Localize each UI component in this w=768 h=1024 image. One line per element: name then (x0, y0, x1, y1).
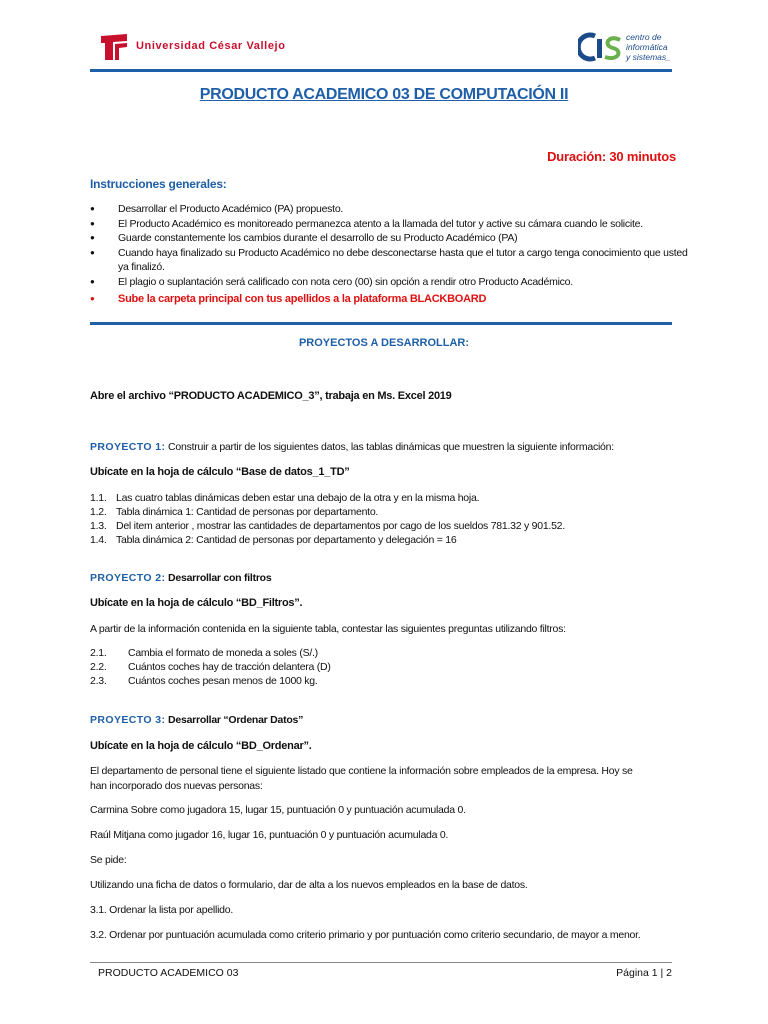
list-number: 1.2. (90, 506, 107, 518)
cis-line-1: centro de (626, 32, 662, 42)
instruction-item: ● El plagio o suplantación será calificado con nota cero (00) sin opción a rendir otro Producto Académico. (90, 275, 690, 290)
list-text: Cambia el formato de moneda a soles (S/.) (128, 647, 318, 659)
document-title: PRODUCTO ACADEMICO 03 DE COMPUTACIÓN II (199, 86, 569, 103)
instruction-item: ● El Producto Académico es monitoreado permanezca atento a la llamada del tutor y active su cámara cuando le solicite. (90, 217, 690, 232)
list-text: Tabla dinámica 2: Cantidad de personas por departamento y delegación = 16 (116, 534, 457, 546)
project-2-label: PROYECTO 2: (90, 572, 166, 584)
list-number: 2.1. (90, 647, 107, 659)
list-text: Del item anterior , mostrar las cantidades de departamentos por cago de los sueldos 781.32 y 901.52. (116, 520, 565, 532)
project-1-sheet: Ubícate en la hoja de cálculo “Base de datos_1_TD” (90, 466, 350, 478)
instruction-item: ● Desarrollar el Producto Académico (PA) propuesto. (90, 202, 690, 217)
instruction-highlight: ● Sube la carpeta principal con tus apellidos a la plataforma BLACKBOARD (90, 292, 690, 307)
header-divider (90, 69, 672, 72)
page-header (90, 26, 682, 74)
project-3-paragraph: 3.1. Ordenar la lista por apellido. (90, 904, 234, 916)
project-1-heading (90, 441, 614, 453)
instruction-item: ● Guarde constantemente los cambios durante el desarrollo de su Producto Académico (PA) (90, 231, 690, 246)
project-3-paragraph: Raúl Mitjana como jugador 16, lugar 16, puntuación 0 y puntuación acumulada 0. (90, 829, 449, 841)
cis-logo (578, 30, 682, 64)
project-3-text: Desarrollar “Ordenar Datos” (165, 714, 304, 726)
project-2-text: Desarrollar con filtros (165, 572, 272, 584)
project-3-heading (90, 714, 303, 726)
instruction-item: ● Cuando haya finalizado su Producto Académico no debe desconectarse hasta que el tutor a cargo tenga conocimiento que usted ya finalizó. (90, 246, 690, 275)
cis-line-2: informática (626, 42, 668, 52)
list-number: 2.3. (90, 675, 107, 687)
cis-logo-icon (578, 30, 624, 64)
project-2-intro: A partir de la información contenida en la siguiente tabla, contestar las siguientes preguntas utilizando filtros: (90, 623, 566, 635)
section-divider (90, 322, 672, 325)
project-3-paragraph: Utilizando una ficha de datos o formulario, dar de alta a los nuevos empleados en la base de datos. (90, 879, 528, 891)
list-text: Las cuatro tablas dinámicas deben estar una debajo de la otra y en la misma hoja. (116, 492, 480, 504)
list-item (90, 660, 690, 674)
ucv-logo-icon (99, 32, 129, 62)
project-1-label: PROYECTO 1: (90, 441, 166, 453)
cis-subtitle (626, 32, 671, 62)
project-3-sheet: Ubícate en la hoja de cálculo “BD_Ordenar”. (90, 740, 312, 752)
instructions-list (90, 202, 690, 307)
project-3-paragraph: Carmina Sobre como jugadora 15, lugar 15, puntuación 0 y puntuación acumulada 0. (90, 804, 466, 816)
project-3-paragraph: han incorporado dos nuevas personas: (90, 780, 263, 792)
list-number: 1.1. (90, 492, 107, 504)
cis-line-3: y sistemas_ (626, 52, 671, 62)
list-text: Cuántos coches hay de tracción delantera (D) (128, 661, 331, 673)
open-file-instruction: Abre el archivo “PRODUCTO ACADEMICO_3”, trabaja en Ms. Excel 2019 (90, 390, 452, 402)
duration-label: Duración: 30 minutos (547, 149, 676, 164)
list-number: 2.2. (90, 661, 107, 673)
footer-divider (90, 962, 672, 963)
project-3-label: PROYECTO 3: (90, 714, 166, 726)
project-2-heading (90, 572, 271, 584)
project-2-sheet: Ubícate en la hoja de cálculo “BD_Filtros”. (90, 597, 303, 609)
list-item (90, 491, 690, 505)
list-number: 1.4. (90, 534, 107, 546)
university-name: Universidad César Vallejo (136, 40, 286, 52)
page-number: Página 1 | 2 (616, 967, 672, 979)
footer-title: PRODUCTO ACADEMICO 03 (98, 967, 239, 979)
list-item (90, 646, 690, 660)
project-1-text: Construir a partir de los siguientes datos, las tablas dinámicas que muestren la siguiente información: (165, 441, 614, 453)
list-item (90, 533, 690, 547)
project-2-list (90, 646, 690, 688)
project-3-paragraph: 3.2. Ordenar por puntuación acumulada como criterio primario y por puntuación como criterio secundario, de mayor a menor. (90, 929, 641, 941)
list-item (90, 674, 690, 688)
list-item (90, 505, 690, 519)
projects-heading: PROYECTOS A DESARROLLAR: (298, 337, 470, 349)
list-number: 1.3. (90, 520, 107, 532)
instructions-heading: Instrucciones generales: (90, 177, 227, 191)
list-item (90, 519, 690, 533)
project-3-paragraph: Se pide: (90, 854, 127, 866)
list-text: Tabla dinámica 1: Cantidad de personas por departamento. (116, 506, 379, 518)
project-1-list (90, 491, 690, 547)
list-text: Cuántos coches pesan menos de 1000 kg. (128, 675, 318, 687)
project-3-paragraph: El departamento de personal tiene el siguiente listado que contiene la información sobre empleados de la empresa. Hoy se (90, 765, 633, 777)
